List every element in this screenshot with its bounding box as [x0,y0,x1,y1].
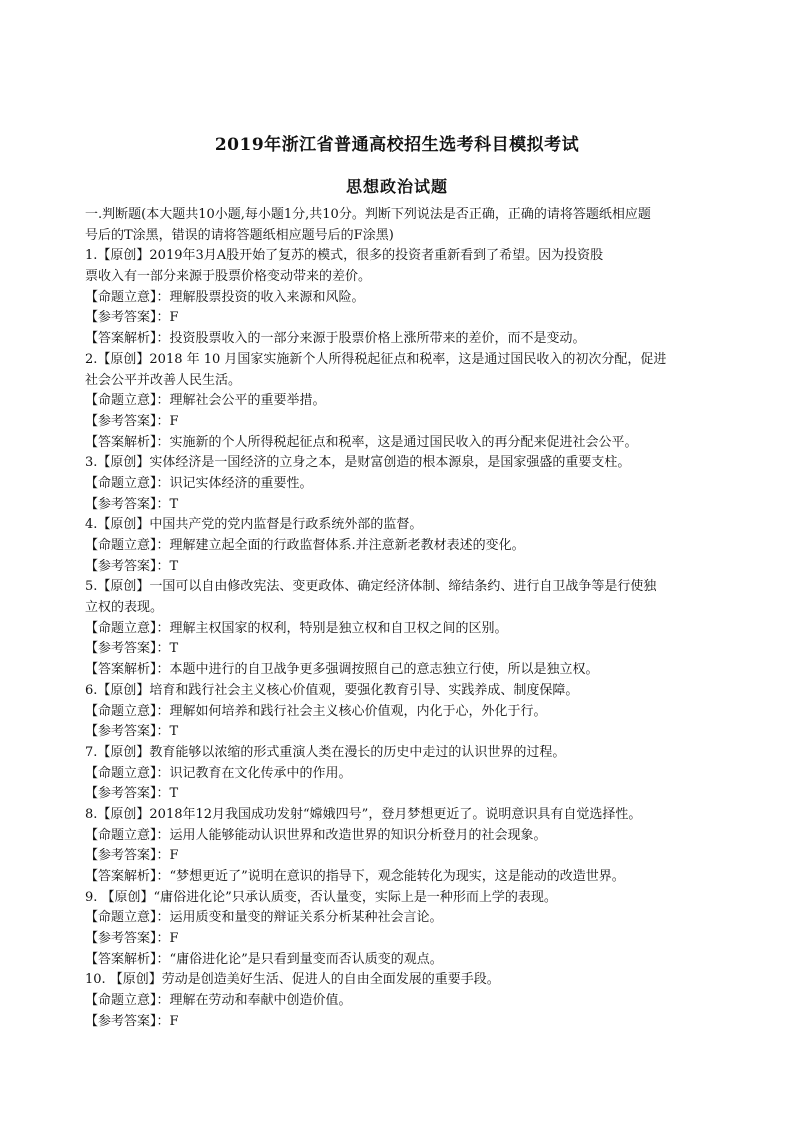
text-line: 社会公平并改善人民生活。 [85,372,242,388]
text-line: 【命题立意】：理解社会公平的重要举措。 [85,393,326,409]
text-line: 【参考答案】：T [85,496,179,512]
text-line: 【命题立意】：识记实体经济的重要性。 [85,475,313,491]
text-line: 【参考答案】：F [85,1013,179,1029]
text-line: 【命题立意】：理解在劳动和奉献中创造价值。 [85,993,352,1009]
text-line: 【命题立意】：理解如何培养和践行社会主义核心价值观，内化于心，外化于行。 [85,703,547,719]
text-line: 【参考答案】：F [85,413,179,429]
document-subtitle: 思想政治试题 [345,177,448,196]
text-line: 1.【原创】2019年3月A股开始了复苏的模式，很多的投资者重新看到了希望。因为投资股 [85,248,604,264]
text-line: 8.【原创】2018年12月我国成功发射“嫦娥四号”，登月梦想更近了。说明意识具有自觉选择性。 [85,806,642,822]
text-line: 【答案解析】：投资股票收入的一部分来源于股票价格上涨所带来的差价，而不是变动。 [85,331,586,347]
document-title: 2019年浙江省普通高校招生选考科目模拟考试 [214,135,580,155]
document-body [85,205,715,1033]
text-line: 【答案解析】：实施新的个人所得税起征点和税率，这是通过国民收入的再分配来促进社会公平。 [85,434,638,450]
text-line: 【命题立意】：理解建立起全面的行政监督体系.并注意新老教材表述的变化。 [85,538,525,553]
text-line: 2.【原创】2018 年 10 月国家实施新个人所得税起征点和税率，这是通过国民收入的初次分配，促进 [85,351,667,367]
text-line: 6.【原创】培育和践行社会主义核心价值观，要强化教育引导、实践养成、制度保障。 [85,682,579,698]
text-line: 【参考答案】：F [85,848,179,864]
text-line: 7.【原创】教育能够以浓缩的形式重演人类在漫长的历史中走过的认识世界的过程。 [85,744,566,760]
text-line: 【命题立意】：理解主权国家的权利，特别是独立权和自卫权之间的区别。 [85,620,508,636]
text-line: 【命题立意】：运用人能够能动认识世界和改造世界的知识分析登月的社会现象。 [85,827,547,843]
text-line: 10. 【原创】劳动是创造美好生活、促进人的自由全面发展的重要手段。 [85,972,500,988]
text-line: 【答案解析】：“庸俗进化论”是只看到量变而否认质变的观点。 [85,951,443,967]
text-line: 号后的T涂黑，错误的请将答题纸相应题号后的F涂黑) [85,227,394,243]
text-line: 3.【原创】实体经济是一国经济的立身之本，是财富创造的根本源泉，是国家强盛的重要支柱。 [85,455,631,471]
text-line: 【参考答案】：T [85,641,179,657]
text-line: 5.【原创】一国可以自由修改宪法、变更政体、确定经济体制、缔结条约、进行自卫战争等是行使独 [85,579,657,595]
text-line: 9. 【原创】“庸俗进化论”只承认质变，否认量变，实际上是一种形而上学的表现。 [85,889,557,905]
text-line: 【参考答案】：T [85,724,179,740]
text-line: 【答案解析】：“梦想更近了”说明在意识的指导下，观念能转化为现实，这是能动的改造世界。 [85,869,625,884]
text-line: 票收入有一部分来源于股票价格变动带来的差价。 [85,269,372,285]
text-line: 【命题立意】：运用质变和量变的辩证关系分析某种社会言论。 [85,910,443,926]
text-line: 立权的表现。 [85,600,164,616]
text-line: 4.【原创】中国共产党的党内监督是行政系统外部的监督。 [85,517,423,533]
text-line: 【命题立意】：理解股票投资的收入来源和风险。 [85,289,365,305]
text-line: 【参考答案】：T [85,786,179,802]
text-line: 【参考答案】：F [85,931,179,947]
text-line: 【答案解析】：本题中进行的自卫战争更多强调按照自己的意志独立行使，所以是独立权。 [85,662,599,678]
text-line: 一.判断题(本大题共10小题,每小题1分,共10分。判断下列说法是否正确，正确的请将答题纸相应题 [85,207,651,222]
text-line: 【命题立意】：识记教育在文化传承中的作用。 [85,765,352,781]
text-line: 【参考答案】：F [85,310,179,326]
text-line: 【参考答案】：T [85,558,179,574]
